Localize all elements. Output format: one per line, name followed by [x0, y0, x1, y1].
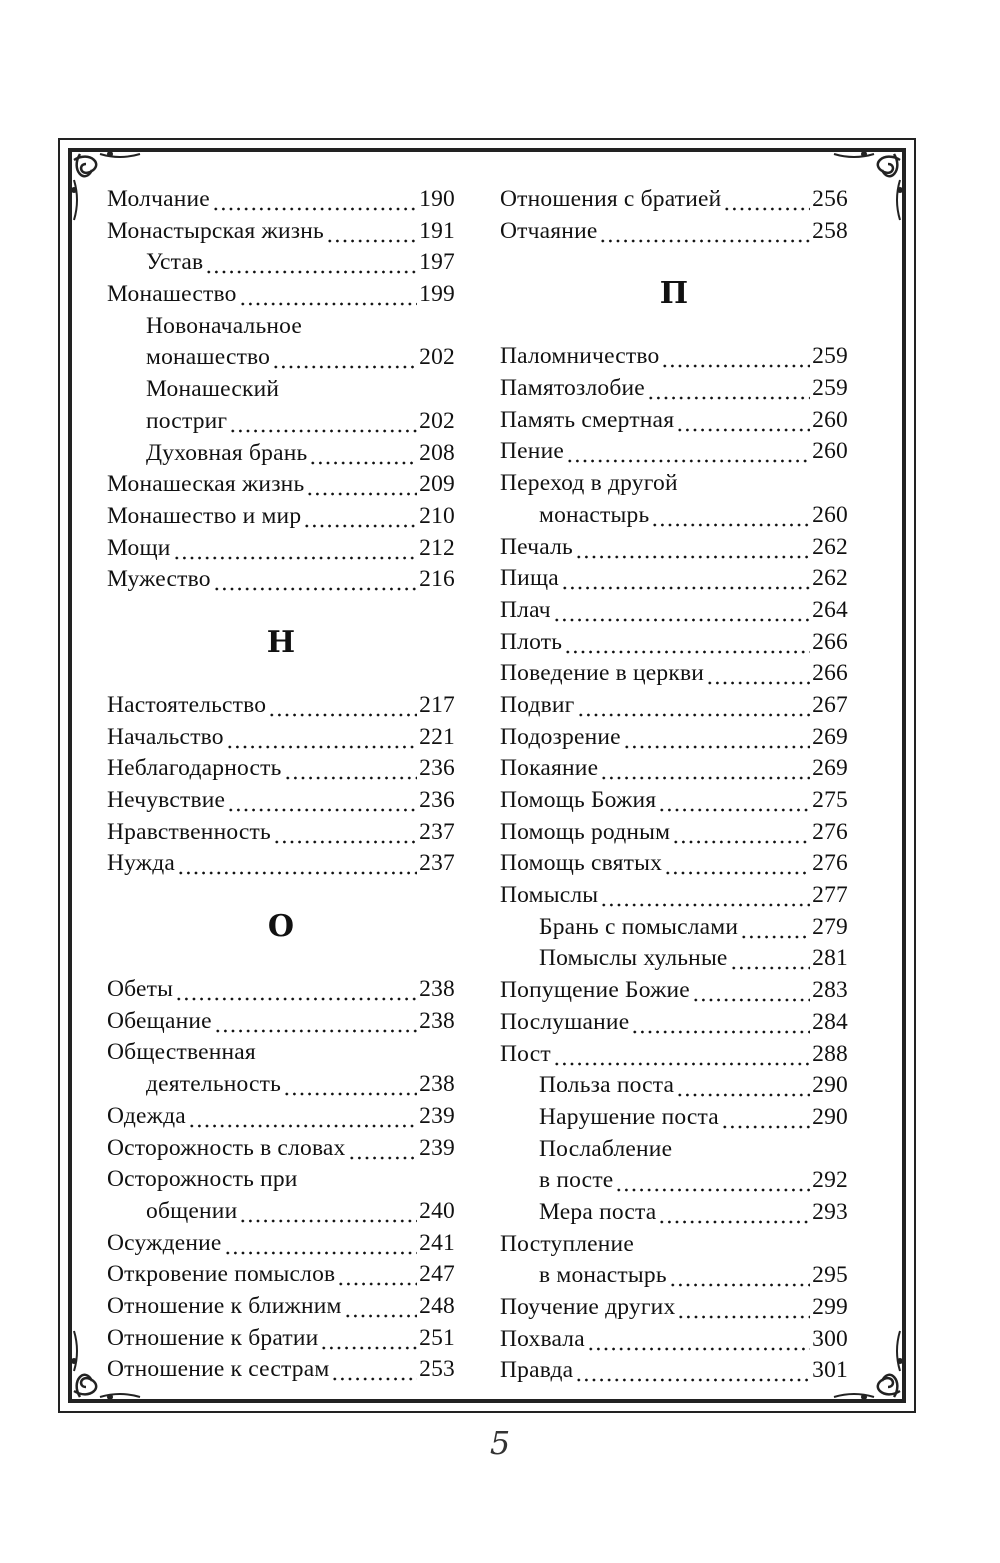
section-letter: Н	[266, 624, 296, 660]
dot-leader	[566, 436, 810, 468]
entry-title: общении	[146, 1197, 238, 1224]
entry-title: Похвала	[500, 1325, 585, 1352]
entry-page-number: 216	[419, 566, 455, 593]
dot-leader	[224, 1228, 418, 1260]
entry-page-number: 284	[812, 1008, 848, 1035]
entry-page-number: 290	[812, 1103, 848, 1130]
index-entry	[107, 1354, 455, 1386]
entry-title: Нужда	[107, 850, 176, 877]
dot-leader	[676, 405, 810, 437]
dot-leader	[615, 1165, 810, 1197]
index-entry	[107, 1291, 455, 1323]
entry-page-number: 221	[419, 723, 455, 750]
index-entry	[107, 1101, 455, 1133]
entry-title: Нарушение поста	[539, 1103, 719, 1130]
entry-page-number: 238	[419, 1071, 455, 1098]
entry-page-number: 266	[812, 660, 848, 687]
entry-page-number: 259	[812, 343, 848, 370]
entry-page-number: 247	[419, 1261, 455, 1288]
index-entry	[500, 658, 848, 690]
dot-leader	[669, 1260, 810, 1292]
entry-title: Помыслы хульные	[539, 945, 728, 972]
index-entry	[500, 817, 848, 849]
dot-leader	[205, 247, 417, 279]
index-entry	[107, 438, 455, 470]
index-entry	[500, 595, 848, 627]
entry-title: монашество	[146, 344, 271, 371]
entry-page-number: 239	[419, 1102, 455, 1129]
index-entry	[107, 1069, 455, 1101]
dot-leader	[227, 785, 417, 817]
dot-leader	[600, 880, 810, 912]
entry-page-number: 281	[812, 945, 848, 972]
dot-leader	[623, 722, 810, 754]
entry-title: Молчание	[107, 186, 210, 212]
entry-page-number: 236	[419, 787, 455, 813]
index-entry	[500, 880, 848, 912]
dot-leader	[331, 1354, 417, 1386]
dot-leader	[344, 1291, 418, 1323]
dot-leader	[188, 1101, 417, 1133]
index-entry	[500, 532, 848, 564]
entry-title: Поведение в церкви	[500, 660, 705, 687]
entry-page-number: 237	[419, 818, 455, 845]
entry-page-number: 190	[419, 186, 455, 212]
entry-page-number: 283	[812, 977, 848, 1004]
index-group	[107, 690, 455, 880]
index-entry	[500, 1039, 848, 1071]
dot-leader	[587, 1324, 810, 1356]
dot-leader	[706, 658, 810, 690]
dot-leader	[272, 342, 417, 374]
entry-title: Правда	[500, 1357, 574, 1384]
index-group	[500, 341, 848, 1387]
dot-leader	[226, 722, 417, 754]
entry-page-number: 262	[812, 533, 848, 560]
entry-title: Отношение к братии	[107, 1324, 319, 1351]
entry-page-number: 253	[419, 1356, 455, 1383]
entry-page-number: 237	[419, 850, 455, 877]
entry-page-number: 262	[812, 565, 848, 592]
entry-title: Настоятельство	[107, 691, 267, 718]
index-entry	[500, 848, 848, 880]
dot-leader	[303, 501, 417, 533]
index-entry	[500, 1260, 848, 1292]
entry-page-number: 276	[812, 818, 848, 845]
entry-page-number: 267	[812, 691, 848, 718]
dot-leader	[214, 1006, 417, 1038]
entry-title: Помощь святых	[500, 850, 663, 877]
entry-title: Монашество	[107, 281, 237, 308]
index-entry	[107, 374, 455, 406]
entry-title: Отчаяние	[500, 217, 598, 244]
index-entry	[107, 342, 455, 374]
dot-leader	[661, 341, 810, 373]
entry-page-number: 239	[419, 1134, 455, 1161]
entry-title: Брань с помыслами	[539, 913, 739, 940]
entry-title: Паломничество	[500, 343, 660, 370]
entry-page-number: 276	[812, 850, 848, 877]
index-entry	[107, 247, 455, 279]
entry-title: Устав	[146, 249, 204, 276]
entry-title: Общественная	[107, 1039, 256, 1066]
index-entry	[500, 500, 848, 532]
entry-page-number: 197	[419, 249, 455, 276]
entry-page-number: 295	[812, 1262, 848, 1289]
index-entry	[500, 690, 848, 722]
entry-page-number: 259	[812, 375, 848, 402]
entry-title: Попущение Божие	[500, 977, 690, 1004]
dot-leader	[337, 1259, 417, 1291]
index-entry	[500, 1292, 848, 1324]
entry-page-number: 251	[419, 1324, 455, 1351]
dot-leader	[213, 564, 417, 596]
entry-page-number: 269	[812, 755, 848, 782]
index-entry	[500, 912, 848, 944]
dot-leader	[283, 1069, 417, 1101]
index-entry	[107, 974, 455, 1006]
entry-title: Нечувствие	[107, 787, 226, 813]
entry-page-number: 199	[419, 281, 455, 308]
entry-page-number: 241	[419, 1229, 455, 1256]
dot-leader	[647, 373, 810, 405]
entry-page-number: 202	[419, 407, 455, 434]
entry-title: Мощи	[107, 534, 171, 561]
dot-leader	[676, 1070, 810, 1102]
entry-page-number: 238	[419, 976, 455, 1003]
dot-leader	[721, 1102, 810, 1134]
dot-leader	[740, 912, 810, 944]
entry-title: в монастырь	[539, 1262, 667, 1289]
index-entry	[500, 1355, 848, 1387]
entry-page-number: 277	[812, 882, 848, 909]
dot-leader	[599, 216, 810, 248]
index-group	[500, 184, 848, 247]
index-entry	[107, 753, 455, 785]
entry-page-number: 210	[419, 502, 455, 529]
dot-leader	[575, 1355, 810, 1387]
entry-title: Подвиг	[500, 691, 575, 718]
index-entry	[500, 405, 848, 437]
entry-title: Неблагодарность	[107, 755, 282, 782]
entry-title: Осуждение	[107, 1229, 222, 1256]
index-entry	[107, 1164, 455, 1196]
index-entry	[500, 785, 848, 817]
index-entry	[107, 1323, 455, 1355]
entry-page-number: 202	[419, 344, 455, 371]
dot-leader	[173, 533, 418, 565]
entry-title: деятельность	[146, 1071, 282, 1098]
index-entry	[500, 436, 848, 468]
index-entry	[107, 722, 455, 754]
dot-leader	[723, 184, 810, 216]
index-entry	[107, 1259, 455, 1291]
index-entry	[107, 216, 455, 248]
entry-page-number: 269	[812, 723, 848, 750]
entry-title: Отношение к ближним	[107, 1292, 342, 1319]
entry-page-number: 238	[419, 1007, 455, 1034]
entry-page-number: 301	[812, 1357, 848, 1384]
index-group	[107, 974, 455, 1386]
dot-leader	[273, 817, 417, 849]
dot-leader	[268, 690, 417, 722]
entry-title: Покаяние	[500, 755, 599, 782]
dot-leader	[348, 1133, 418, 1165]
index-column-right	[500, 184, 848, 1387]
index-entry	[107, 469, 455, 501]
entry-title: Пища	[500, 565, 559, 592]
index-entry	[107, 1037, 455, 1069]
index-entry	[107, 1228, 455, 1260]
index-entry	[107, 184, 455, 216]
entry-title: Помощь родным	[500, 818, 671, 845]
dot-leader	[658, 785, 810, 817]
dot-leader	[284, 753, 418, 785]
index-entry	[107, 564, 455, 596]
entry-title: Монашеский	[146, 376, 280, 403]
dot-leader	[631, 1007, 810, 1039]
index-entry	[500, 341, 848, 373]
index-entry	[500, 1229, 848, 1261]
entry-page-number: 256	[812, 186, 848, 212]
index-entry	[500, 184, 848, 216]
entry-title: Откровение помыслов	[107, 1261, 336, 1288]
index-entry	[500, 627, 848, 659]
index-entry	[107, 785, 455, 817]
entry-title: Послушание	[500, 1008, 630, 1035]
entry-page-number: 209	[419, 471, 455, 498]
index-entry	[500, 1007, 848, 1039]
index-entry	[107, 690, 455, 722]
index-entry	[500, 1324, 848, 1356]
entry-title: Плоть	[500, 628, 563, 655]
index-entry	[107, 279, 455, 311]
entry-title: Начальство	[107, 723, 224, 750]
dot-leader	[326, 216, 417, 248]
entry-title: Отношения с братией	[500, 186, 722, 212]
entry-title: Мера поста	[539, 1198, 657, 1225]
entry-title: Новоначальное	[146, 312, 303, 339]
index-entry	[500, 468, 848, 500]
entry-title: Плач	[500, 596, 551, 623]
entry-title: Польза поста	[539, 1072, 675, 1099]
index-entry	[107, 848, 455, 880]
index-entry	[500, 1102, 848, 1134]
entry-title: Нравственность	[107, 818, 271, 845]
entry-page-number: 299	[812, 1294, 848, 1320]
index-column-left	[107, 184, 455, 1386]
dot-leader	[320, 1323, 417, 1355]
entry-title: в посте	[539, 1167, 614, 1194]
entry-page-number: 290	[812, 1072, 848, 1099]
dot-leader	[575, 532, 810, 564]
index-entry	[107, 533, 455, 565]
entry-page-number: 292	[812, 1167, 848, 1194]
entry-page-number: 248	[419, 1292, 455, 1319]
index-entry	[500, 975, 848, 1007]
entry-page-number: 217	[419, 691, 455, 718]
entry-title: Пение	[500, 438, 564, 465]
entry-page-number: 258	[812, 217, 848, 244]
entry-page-number: 260	[812, 438, 848, 465]
entry-page-number: 191	[419, 217, 455, 244]
dot-leader	[306, 469, 417, 501]
entry-title: Осторожность в словах	[107, 1134, 346, 1161]
dot-leader	[658, 1197, 810, 1229]
entry-title: Память смертная	[500, 406, 675, 433]
section-letter: П	[659, 276, 689, 312]
dot-leader	[553, 1039, 810, 1071]
dot-leader	[600, 753, 810, 785]
index-entry	[500, 216, 848, 248]
index-entry	[500, 1134, 848, 1166]
entry-page-number: 264	[812, 596, 848, 623]
entry-title: Монастырская жизнь	[107, 217, 324, 244]
entry-title: Пост	[500, 1040, 551, 1067]
entry-title: Подозрение	[500, 723, 621, 750]
entry-page-number: 260	[812, 501, 848, 528]
entry-page-number: 293	[812, 1198, 848, 1225]
entry-page-number: 236	[419, 755, 455, 782]
entry-page-number: 240	[419, 1197, 455, 1224]
dot-leader	[672, 817, 810, 849]
dot-leader	[564, 627, 810, 659]
dot-leader	[561, 563, 810, 595]
entry-title: Поступление	[500, 1230, 634, 1257]
entry-title: постриг	[146, 407, 228, 434]
index-entry	[500, 1070, 848, 1102]
entry-title: Духовная брань	[146, 439, 308, 466]
index-entry	[107, 817, 455, 849]
entry-title: Помыслы	[500, 882, 599, 909]
entry-title: монастырь	[539, 501, 650, 528]
dot-leader	[692, 975, 810, 1007]
section-letter: О	[267, 909, 295, 945]
index-entry	[500, 943, 848, 975]
index-entry	[107, 1006, 455, 1038]
index-entry	[107, 406, 455, 438]
entry-title: Одежда	[107, 1102, 186, 1129]
entry-page-number: 300	[812, 1325, 848, 1352]
index-entry	[107, 311, 455, 343]
index-entry	[500, 1197, 848, 1229]
index-entry	[107, 501, 455, 533]
index-entry	[107, 1196, 455, 1228]
entry-page-number: 260	[812, 406, 848, 433]
entry-title: Обещание	[107, 1007, 212, 1034]
entry-page-number: 266	[812, 628, 848, 655]
entry-title: Монашеская жизнь	[107, 471, 305, 498]
index-entry	[500, 563, 848, 595]
entry-title: Памятозлобие	[500, 375, 645, 402]
entry-page-number: 288	[812, 1040, 848, 1067]
dot-leader	[553, 595, 810, 627]
entry-title: Послабление	[539, 1135, 673, 1162]
dot-leader	[577, 690, 811, 722]
entry-title: Переход в другой	[500, 470, 678, 497]
entry-title: Осторожность при	[107, 1166, 298, 1193]
dot-leader	[677, 1292, 810, 1324]
entry-page-number: 279	[812, 913, 848, 940]
index-entry	[500, 373, 848, 405]
dot-leader	[730, 943, 811, 975]
entry-title: Поучение других	[500, 1294, 676, 1320]
dot-leader	[239, 279, 418, 311]
entry-title: Обеты	[107, 976, 174, 1003]
dot-leader	[212, 184, 417, 216]
index-group	[107, 184, 455, 596]
dot-leader	[177, 848, 417, 880]
dot-leader	[239, 1196, 417, 1228]
index-entry	[500, 1165, 848, 1197]
dot-leader	[664, 848, 810, 880]
dot-leader	[309, 438, 417, 470]
entry-page-number: 212	[419, 534, 455, 561]
index-entry	[107, 1133, 455, 1165]
entry-title: Отношение к сестрам	[107, 1356, 330, 1383]
page-number: 5	[489, 1424, 511, 1462]
entry-title: Мужество	[107, 566, 211, 593]
entry-title: Помощь Божия	[500, 787, 657, 813]
index-entry	[500, 753, 848, 785]
dot-leader	[175, 974, 417, 1006]
entry-title: Монашество и мир	[107, 502, 302, 529]
dot-leader	[229, 406, 417, 438]
dot-leader	[651, 500, 810, 532]
entry-title: Печаль	[500, 533, 573, 560]
entry-page-number: 275	[812, 787, 848, 813]
entry-page-number: 208	[419, 439, 455, 466]
index-entry	[500, 722, 848, 754]
